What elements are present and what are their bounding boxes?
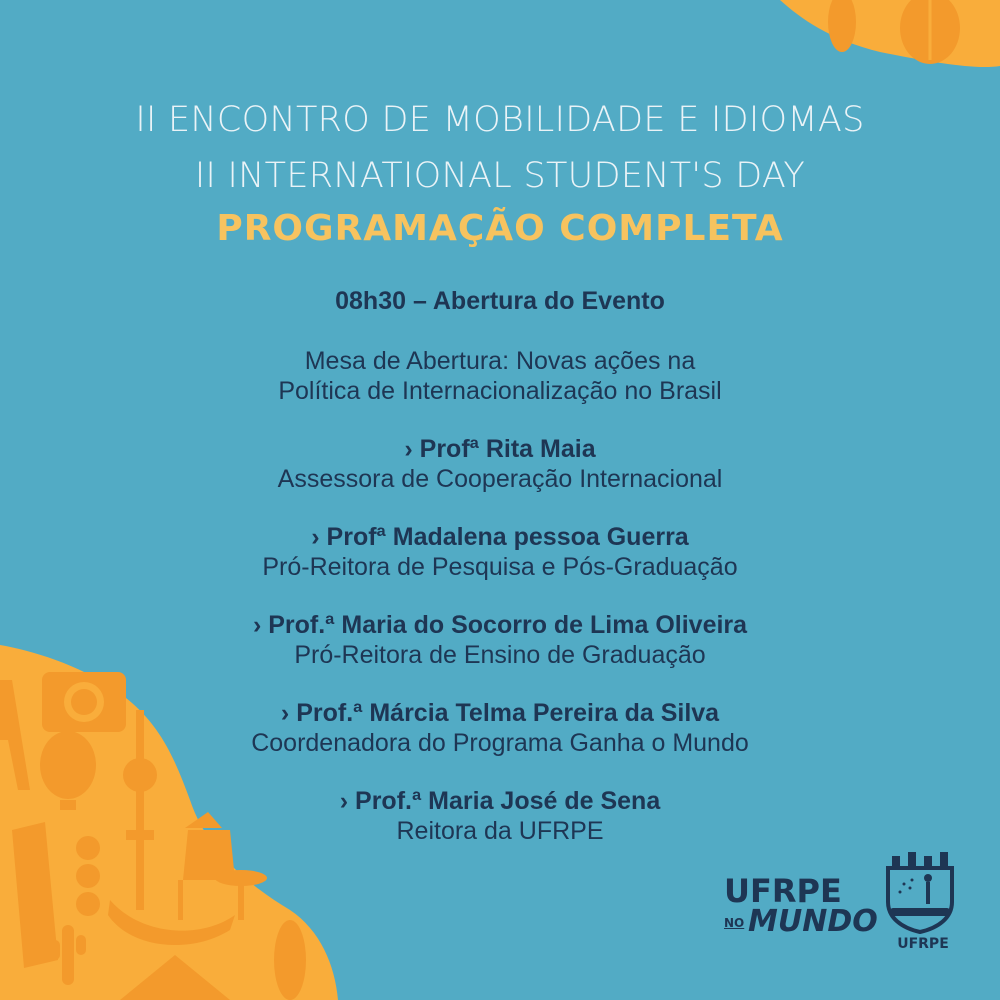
speaker-name: › Prof.ª Márcia Telma Pereira da Silva xyxy=(280,699,720,727)
ufrpe-crest-icon xyxy=(882,850,962,935)
logo-mundo-text: MUNDO xyxy=(748,904,878,939)
program-list xyxy=(100,286,900,874)
speaker-name: › Prof.ª Maria do Socorro de Lima Oliveira xyxy=(252,611,748,639)
speaker-item xyxy=(100,434,900,494)
surfboard-bottom-icon xyxy=(274,920,306,1000)
speaker-role: Pró-Reitora de Ensino de Graduação xyxy=(294,641,706,669)
event-title-pt: II ENCONTRO DE MOBILIDADE E IDIOMAS xyxy=(135,100,865,140)
speaker-name: › Profª Rita Maia xyxy=(404,435,596,463)
crest-label: UFRPE xyxy=(897,936,949,952)
opening-block xyxy=(100,286,900,316)
event-title-en: II INTERNATIONAL STUDENT'S DAY xyxy=(194,156,806,196)
speaker-name: › Prof.ª Maria José de Sena xyxy=(339,787,661,815)
logo-ufrpe-text: UFRPE xyxy=(724,872,842,910)
coins-icon xyxy=(76,836,100,916)
speaker-role: Coordenadora do Programa Ganha o Mundo xyxy=(251,729,749,757)
speaker-role: Reitora da UFRPE xyxy=(396,817,604,845)
speaker-item xyxy=(100,522,900,582)
panel-block xyxy=(100,346,900,406)
speaker-item xyxy=(100,698,900,758)
panel-title-line2: Política de Internacionalização no Brasil xyxy=(278,377,722,405)
logo-no-text: NO xyxy=(724,916,745,930)
speaker-item xyxy=(100,786,900,846)
speaker-name: › Profª Madalena pessoa Guerra xyxy=(311,523,689,551)
program-title: PROGRAMAÇÃO COMPLETA xyxy=(216,208,784,249)
speaker-item xyxy=(100,610,900,670)
speaker-role: Pró-Reitora de Pesquisa e Pós-Graduação xyxy=(262,553,738,581)
speaker-role: Assessora de Cooperação Internacional xyxy=(277,465,723,493)
opening-time: 08h30 – Abertura do Evento xyxy=(335,287,665,315)
panel-title-line1: Mesa de Abertura: Novas ações na xyxy=(304,347,696,375)
